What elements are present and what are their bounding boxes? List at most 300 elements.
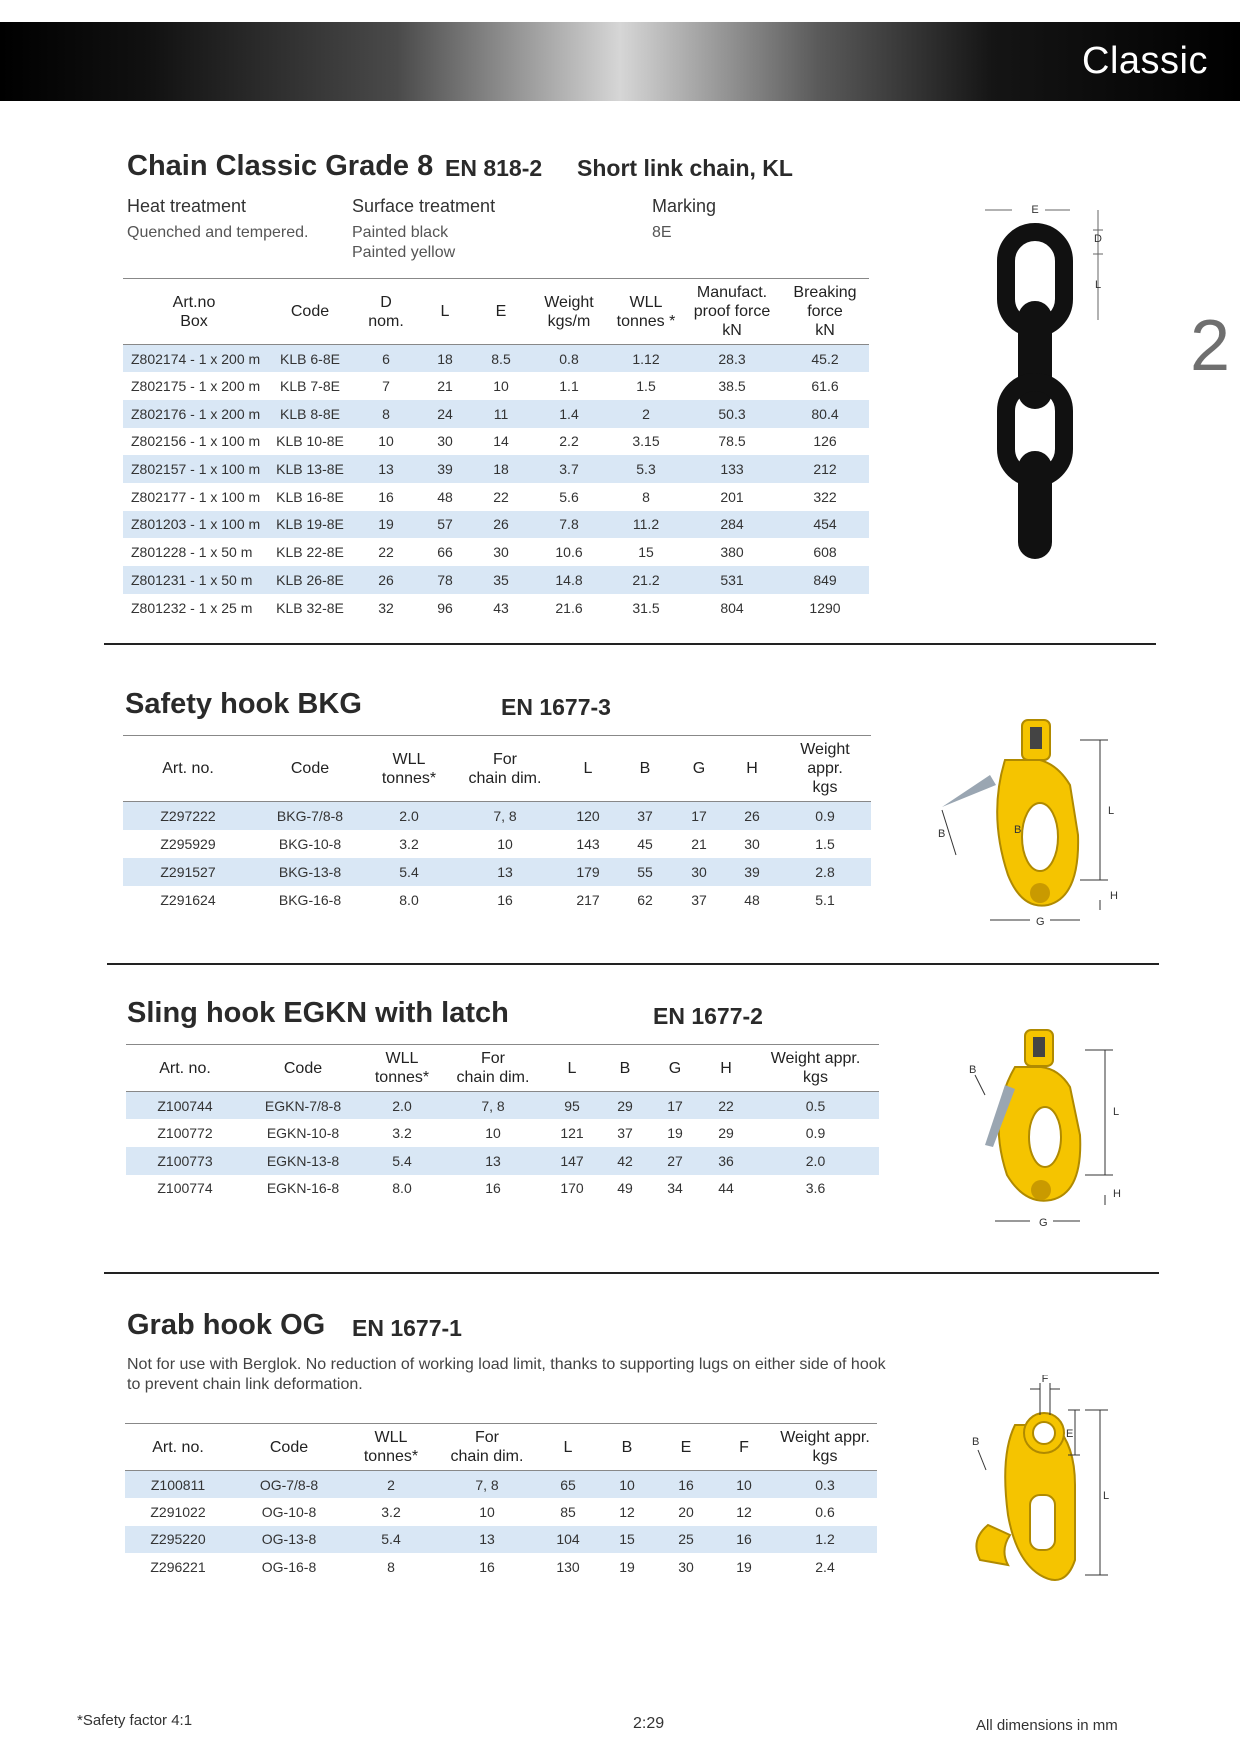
table-cell: Z802176 - 1 x 200 m <box>123 400 265 428</box>
table-cell: Z291527 <box>123 858 253 886</box>
table-cell: 61.6 <box>811 378 839 395</box>
column-header: Code <box>244 1045 362 1092</box>
column-header: Manufact. proof force kN <box>683 279 781 345</box>
header-title: Classic <box>1082 40 1208 82</box>
surface-treatment-label: Surface treatment <box>352 196 496 216</box>
table-cell: EGKN-13-8 <box>244 1147 362 1175</box>
table-cell: 201 <box>720 488 744 505</box>
table-cell: Z801232 - 1 x 25 m <box>131 599 253 616</box>
column-header: Weight appr. kgs <box>779 736 871 802</box>
table-cell: 104 <box>539 1526 597 1554</box>
table-cell: 16 <box>657 1471 715 1499</box>
table-cell: 3.2 <box>392 1125 412 1142</box>
egkn-standard: EN 1677-2 <box>653 1003 763 1029</box>
table-row <box>123 372 869 400</box>
table-cell: KLB 13-8E <box>265 455 355 483</box>
table-cell: 78 <box>417 566 473 594</box>
table-cell: KLB 6-8E <box>265 345 355 373</box>
table-row <box>125 1553 877 1581</box>
table-cell: 30 <box>437 433 453 450</box>
table-cell: Z802157 - 1 x 100 m <box>123 455 265 483</box>
table-cell: 147 <box>544 1147 600 1175</box>
table-cell: 39 <box>725 858 779 886</box>
table-cell: 0.9 <box>779 802 871 830</box>
table-cell: 39 <box>417 455 473 483</box>
dim-label-f: F <box>1041 1375 1049 1385</box>
table-cell: OG-10-8 <box>261 1503 317 1520</box>
table-cell: 2 <box>347 1471 435 1499</box>
table-cell: 16 <box>715 1526 773 1554</box>
egkn-spec-table <box>126 1044 879 1202</box>
table-cell: 0.8 <box>529 345 609 373</box>
table-cell: 21.2 <box>609 566 683 594</box>
table-cell: 1.2 <box>773 1526 877 1554</box>
table-cell: 12 <box>736 1503 752 1520</box>
table-cell: EGKN-10-8 <box>266 1125 340 1142</box>
table-cell: 50.3 <box>683 400 781 428</box>
column-header: Weight appr. kgs <box>773 1424 877 1471</box>
table-cell: 29 <box>718 1125 734 1142</box>
table-cell: 0.5 <box>752 1092 879 1120</box>
table-cell: 18 <box>473 455 529 483</box>
heat-treatment-value: Quenched and tempered. <box>127 224 309 241</box>
table-cell: 10.6 <box>555 544 583 561</box>
table-cell: 5.3 <box>609 455 683 483</box>
table-cell: 14.8 <box>529 566 609 594</box>
table-cell: 284 <box>683 511 781 539</box>
table-cell: 96 <box>437 599 453 616</box>
table-cell: 37 <box>617 802 673 830</box>
table-cell: Z801203 - 1 x 100 m <box>123 511 265 539</box>
dim-label-h: H <box>1113 1188 1121 1200</box>
table-cell: 3.2 <box>381 1503 401 1520</box>
table-cell: 45.2 <box>781 345 869 373</box>
dim-label-l: L <box>1113 1106 1120 1118</box>
table-row <box>123 566 869 594</box>
bkg-title: Safety hook BKG <box>125 688 362 720</box>
table-cell: OG-7/8-8 <box>231 1471 347 1499</box>
table-cell: 49 <box>617 1180 633 1197</box>
table-cell: 7 <box>382 378 390 395</box>
dim-label-h: H <box>1110 890 1118 902</box>
dim-label-l: L <box>1108 805 1115 817</box>
table-cell: 1290 <box>809 599 841 616</box>
column-header: Art. no. <box>123 736 253 802</box>
column-header: L <box>417 279 473 345</box>
column-header: E <box>473 279 529 345</box>
table-cell: 10 <box>479 1503 495 1520</box>
column-header: G <box>650 1045 700 1092</box>
column-header: F <box>715 1424 773 1471</box>
table-cell: BKG-16-8 <box>278 891 342 908</box>
table-cell: 6 <box>355 345 417 373</box>
table-cell: 13 <box>451 858 559 886</box>
table-cell: 7, 8 <box>442 1092 544 1120</box>
table-cell: 8.5 <box>473 345 529 373</box>
table-cell: 8.0 <box>392 1180 412 1197</box>
marking-value: 8E <box>652 224 672 241</box>
table-cell: 95 <box>544 1092 600 1120</box>
table-cell: 2.4 <box>815 1558 835 1575</box>
table-cell: KLB 32-8E <box>276 599 344 616</box>
table-cell: 1.5 <box>815 835 835 852</box>
table-cell: KLB 26-8E <box>265 566 355 594</box>
table-cell: 0.6 <box>815 1503 835 1520</box>
table-cell: 42 <box>600 1147 650 1175</box>
table-row <box>123 483 869 511</box>
table-row <box>126 1147 879 1175</box>
column-header: Art. no. <box>125 1424 231 1471</box>
column-header: Code <box>265 279 355 345</box>
table-cell: 62 <box>637 891 653 908</box>
table-cell: Z801231 - 1 x 50 m <box>123 566 265 594</box>
table-cell: Z297222 <box>123 802 253 830</box>
dim-label-e: E <box>1031 204 1039 216</box>
column-header: B <box>600 1045 650 1092</box>
table-cell: 10 <box>597 1471 657 1499</box>
column-header: L <box>559 736 617 802</box>
section-divider <box>104 1272 1159 1274</box>
table-cell: 2.0 <box>362 1092 442 1120</box>
table-cell: 22 <box>700 1092 752 1120</box>
table-header-row <box>123 736 871 802</box>
table-cell: 212 <box>781 455 869 483</box>
table-cell: Z802174 - 1 x 200 m <box>123 345 265 373</box>
table-cell: 3.2 <box>399 835 419 852</box>
table-cell: 37 <box>617 1125 633 1142</box>
bkg-standard: EN 1677-3 <box>501 694 611 720</box>
table-header-row <box>126 1045 879 1092</box>
column-header: Art. no. <box>126 1045 244 1092</box>
table-cell: KLB 22-8E <box>276 544 344 561</box>
table-header-row <box>123 279 869 345</box>
table-cell: Z295929 <box>160 835 216 852</box>
column-header: For chain dim. <box>435 1424 539 1471</box>
table-row <box>123 858 871 886</box>
dim-label-b2: B <box>1014 824 1022 836</box>
table-cell: 143 <box>576 835 600 852</box>
chain-illustration <box>965 200 1115 580</box>
table-cell: 19 <box>667 1125 683 1142</box>
table-row <box>125 1471 877 1499</box>
table-cell: 1.12 <box>609 345 683 373</box>
column-header: B <box>597 1424 657 1471</box>
table-cell: 13 <box>355 455 417 483</box>
table-cell: 26 <box>473 511 529 539</box>
table-cell: 48 <box>744 891 760 908</box>
table-cell: Z291022 <box>150 1503 206 1520</box>
table-cell: 44 <box>718 1180 734 1197</box>
table-cell: 5.6 <box>559 488 579 505</box>
table-cell: 3.15 <box>632 433 660 450</box>
table-cell: 21 <box>437 378 453 395</box>
table-cell: 19 <box>736 1558 752 1575</box>
table-cell: Z100744 <box>126 1092 244 1120</box>
table-cell: Z291624 <box>160 891 216 908</box>
column-header: Code <box>253 736 367 802</box>
table-cell: 30 <box>493 544 509 561</box>
table-cell: 5.4 <box>367 858 451 886</box>
chain-link-4 <box>1027 460 1043 550</box>
table-row <box>126 1119 879 1147</box>
table-cell: KLB 7-8E <box>280 378 340 395</box>
table-cell: 78.5 <box>718 433 746 450</box>
table-cell: 10 <box>493 378 509 395</box>
table-cell: 21.6 <box>555 599 583 616</box>
dim-label-d: D <box>1094 233 1102 245</box>
table-cell: 85 <box>560 1503 576 1520</box>
table-cell: 45 <box>637 835 653 852</box>
table-cell: 126 <box>813 433 837 450</box>
table-cell: 13 <box>442 1147 544 1175</box>
header-bar <box>0 22 1240 101</box>
table-cell: KLB 10-8E <box>276 433 344 450</box>
table-cell: 7.8 <box>529 511 609 539</box>
table-cell: 454 <box>781 511 869 539</box>
table-row <box>125 1526 877 1554</box>
table-row <box>126 1175 879 1203</box>
table-cell: 120 <box>559 802 617 830</box>
bkg-spec-table <box>123 735 871 914</box>
table-cell: OG-13-8 <box>231 1526 347 1554</box>
table-cell: 21 <box>691 835 707 852</box>
table-cell: 1.4 <box>529 400 609 428</box>
latch <box>942 775 996 807</box>
column-header: For chain dim. <box>451 736 559 802</box>
table-cell: 531 <box>683 566 781 594</box>
surface-treatment-value-1: Painted black <box>352 224 449 241</box>
table-cell: 31.5 <box>632 599 660 616</box>
table-cell: BKG-13-8 <box>253 858 367 886</box>
table-cell: 179 <box>559 858 617 886</box>
egkn-hook-illustration <box>955 1025 1135 1230</box>
table-cell: 7, 8 <box>451 802 559 830</box>
table-cell: KLB 8-8E <box>265 400 355 428</box>
surface-treatment-value-2: Painted yellow <box>352 244 456 261</box>
table-cell: 30 <box>673 858 725 886</box>
column-header: WLL tonnes * <box>609 279 683 345</box>
marking-label: Marking <box>652 196 717 216</box>
table-cell: 32 <box>378 599 394 616</box>
table-cell: 322 <box>813 488 837 505</box>
table-cell: 10 <box>378 433 394 450</box>
column-header: H <box>700 1045 752 1092</box>
table-row <box>123 511 869 539</box>
column-header: WLL tonnes* <box>347 1424 435 1471</box>
table-cell: 10 <box>715 1471 773 1499</box>
dim-label-g: G <box>1039 1217 1048 1229</box>
column-header: L <box>544 1045 600 1092</box>
table-cell: 11 <box>473 400 529 428</box>
table-cell: 1.1 <box>559 378 579 395</box>
table-row <box>123 345 869 373</box>
table-cell: 65 <box>539 1471 597 1499</box>
table-cell: 12 <box>619 1503 635 1520</box>
table-cell: 16 <box>497 891 513 908</box>
table-cell: 804 <box>720 599 744 616</box>
table-cell: 30 <box>744 835 760 852</box>
table-cell: 16 <box>479 1558 495 1575</box>
table-cell: 608 <box>813 544 837 561</box>
table-cell: 8 <box>387 1558 395 1575</box>
column-header: Weight appr. kgs <box>752 1045 879 1092</box>
column-header: WLL tonnes* <box>367 736 451 802</box>
dim-label-b: B <box>969 1064 977 1076</box>
column-header: L <box>539 1424 597 1471</box>
table-cell: 43 <box>493 599 509 616</box>
table-cell: 26 <box>355 566 417 594</box>
table-cell: 22 <box>493 488 509 505</box>
dim-label-b: B <box>938 828 946 840</box>
table-cell: EGKN-7/8-8 <box>244 1092 362 1120</box>
chain-subtitle: Short link chain, KL <box>577 155 793 181</box>
table-cell: 8 <box>642 488 650 505</box>
table-cell: Z100811 <box>125 1471 231 1499</box>
table-cell: Z295220 <box>125 1526 231 1554</box>
table-cell: 217 <box>576 891 600 908</box>
table-cell: 0.9 <box>805 1125 826 1142</box>
table-cell: 2.2 <box>559 433 579 450</box>
table-row <box>123 886 871 914</box>
table-row <box>123 594 869 622</box>
table-cell: 5.4 <box>347 1526 435 1554</box>
section-divider <box>104 643 1156 645</box>
table-cell: 13 <box>435 1526 539 1554</box>
table-cell: Z100774 <box>157 1180 213 1197</box>
table-cell: 66 <box>437 544 453 561</box>
column-header: H <box>725 736 779 802</box>
table-cell: 19 <box>619 1558 635 1575</box>
table-cell: 849 <box>781 566 869 594</box>
table-cell: 16 <box>485 1180 501 1197</box>
column-header: For chain dim. <box>442 1045 544 1092</box>
table-cell: 3.6 <box>805 1180 826 1197</box>
dim-label-e: E <box>1066 1428 1074 1440</box>
dim-label-b: B <box>972 1436 980 1448</box>
table-cell: 170 <box>560 1180 584 1197</box>
table-cell: Z801228 - 1 x 50 m <box>131 544 253 561</box>
table-cell: 15 <box>597 1526 657 1554</box>
chapter-number: 2 <box>1190 306 1231 386</box>
table-cell: Z100772 <box>157 1125 213 1142</box>
table-cell: 16 <box>378 488 394 505</box>
heat-treatment-label: Heat treatment <box>127 196 247 216</box>
dim-label-g: G <box>1036 916 1045 928</box>
table-cell: 133 <box>683 455 781 483</box>
footer-page-number: 2:29 <box>633 1715 665 1732</box>
table-cell: 2.8 <box>779 858 871 886</box>
table-cell: 8 <box>355 400 417 428</box>
table-cell: 7, 8 <box>435 1471 539 1499</box>
table-row <box>126 1092 879 1120</box>
table-cell: Z296221 <box>150 1558 206 1575</box>
table-cell: 57 <box>417 511 473 539</box>
table-cell: 22 <box>378 544 394 561</box>
table-cell: OG-16-8 <box>261 1558 317 1575</box>
table-cell: Z802156 - 1 x 100 m <box>131 433 261 450</box>
table-cell: 15 <box>638 544 654 561</box>
footer-safety-factor: *Safety factor 4:1 <box>77 1712 193 1729</box>
table-cell: 26 <box>725 802 779 830</box>
table-cell: 30 <box>678 1558 694 1575</box>
table-cell: 24 <box>417 400 473 428</box>
og-hook-illustration <box>960 1375 1140 1595</box>
table-cell: 8.0 <box>399 891 419 908</box>
section-divider <box>107 963 1159 965</box>
table-row <box>123 538 869 566</box>
dim-label-l: L <box>1103 1490 1110 1502</box>
table-cell: 35 <box>473 566 529 594</box>
table-cell: 17 <box>650 1092 700 1120</box>
table-cell: 27 <box>650 1147 700 1175</box>
table-cell: 2.0 <box>752 1147 879 1175</box>
table-row <box>123 400 869 428</box>
table-cell: 20 <box>678 1503 694 1520</box>
column-header: G <box>673 736 725 802</box>
column-header: Breaking force kN <box>781 279 869 345</box>
table-cell: 38.5 <box>718 378 746 395</box>
og-note: Not for use with Berglok. No reduction of working load limit, thanks to supporting lugs on either side of hook to prevent chain link deformation. <box>127 1356 886 1393</box>
table-cell: 34 <box>667 1180 683 1197</box>
table-cell: 5.4 <box>362 1147 442 1175</box>
og-spec-table <box>125 1423 877 1581</box>
chain-spec-table <box>123 278 869 621</box>
column-header: B <box>617 736 673 802</box>
table-cell: 10 <box>497 835 513 852</box>
chain-title: Chain Classic Grade 8 <box>127 150 434 182</box>
table-cell: Z802175 - 1 x 200 m <box>131 378 261 395</box>
column-header: D nom. <box>355 279 417 345</box>
table-cell: 17 <box>673 802 725 830</box>
table-cell: 25 <box>657 1526 715 1554</box>
table-cell: BKG-7/8-8 <box>253 802 367 830</box>
egkn-title: Sling hook EGKN with latch <box>127 997 509 1029</box>
table-cell: BKG-10-8 <box>278 835 342 852</box>
table-header-row <box>125 1424 877 1471</box>
table-cell: 2 <box>609 400 683 428</box>
table-cell: 37 <box>691 891 707 908</box>
table-cell: 0.3 <box>773 1471 877 1499</box>
table-cell: 380 <box>720 544 744 561</box>
table-row <box>123 428 869 456</box>
table-cell: 80.4 <box>781 400 869 428</box>
table-cell: 121 <box>560 1125 584 1142</box>
table-row <box>123 802 871 830</box>
table-cell: Z100773 <box>126 1147 244 1175</box>
table-cell: 10 <box>485 1125 501 1142</box>
table-cell: KLB 19-8E <box>265 511 355 539</box>
table-cell: 28.3 <box>683 345 781 373</box>
table-cell: 1.5 <box>636 378 656 395</box>
table-cell: 18 <box>417 345 473 373</box>
table-cell: KLB 16-8E <box>276 488 344 505</box>
table-cell: 14 <box>493 433 509 450</box>
table-cell: 29 <box>600 1092 650 1120</box>
table-cell: 55 <box>617 858 673 886</box>
column-header: Code <box>231 1424 347 1471</box>
table-cell: 48 <box>437 488 453 505</box>
column-header: WLL tonnes* <box>362 1045 442 1092</box>
og-standard: EN 1677-1 <box>352 1315 462 1341</box>
table-cell: 130 <box>556 1558 580 1575</box>
dim-label-l: L <box>1094 279 1102 291</box>
table-row <box>123 455 869 483</box>
table-cell: 11.2 <box>609 511 683 539</box>
table-cell: 5.1 <box>815 891 835 908</box>
table-cell: EGKN-16-8 <box>266 1180 340 1197</box>
column-header: E <box>657 1424 715 1471</box>
og-title: Grab hook OG <box>127 1309 326 1341</box>
